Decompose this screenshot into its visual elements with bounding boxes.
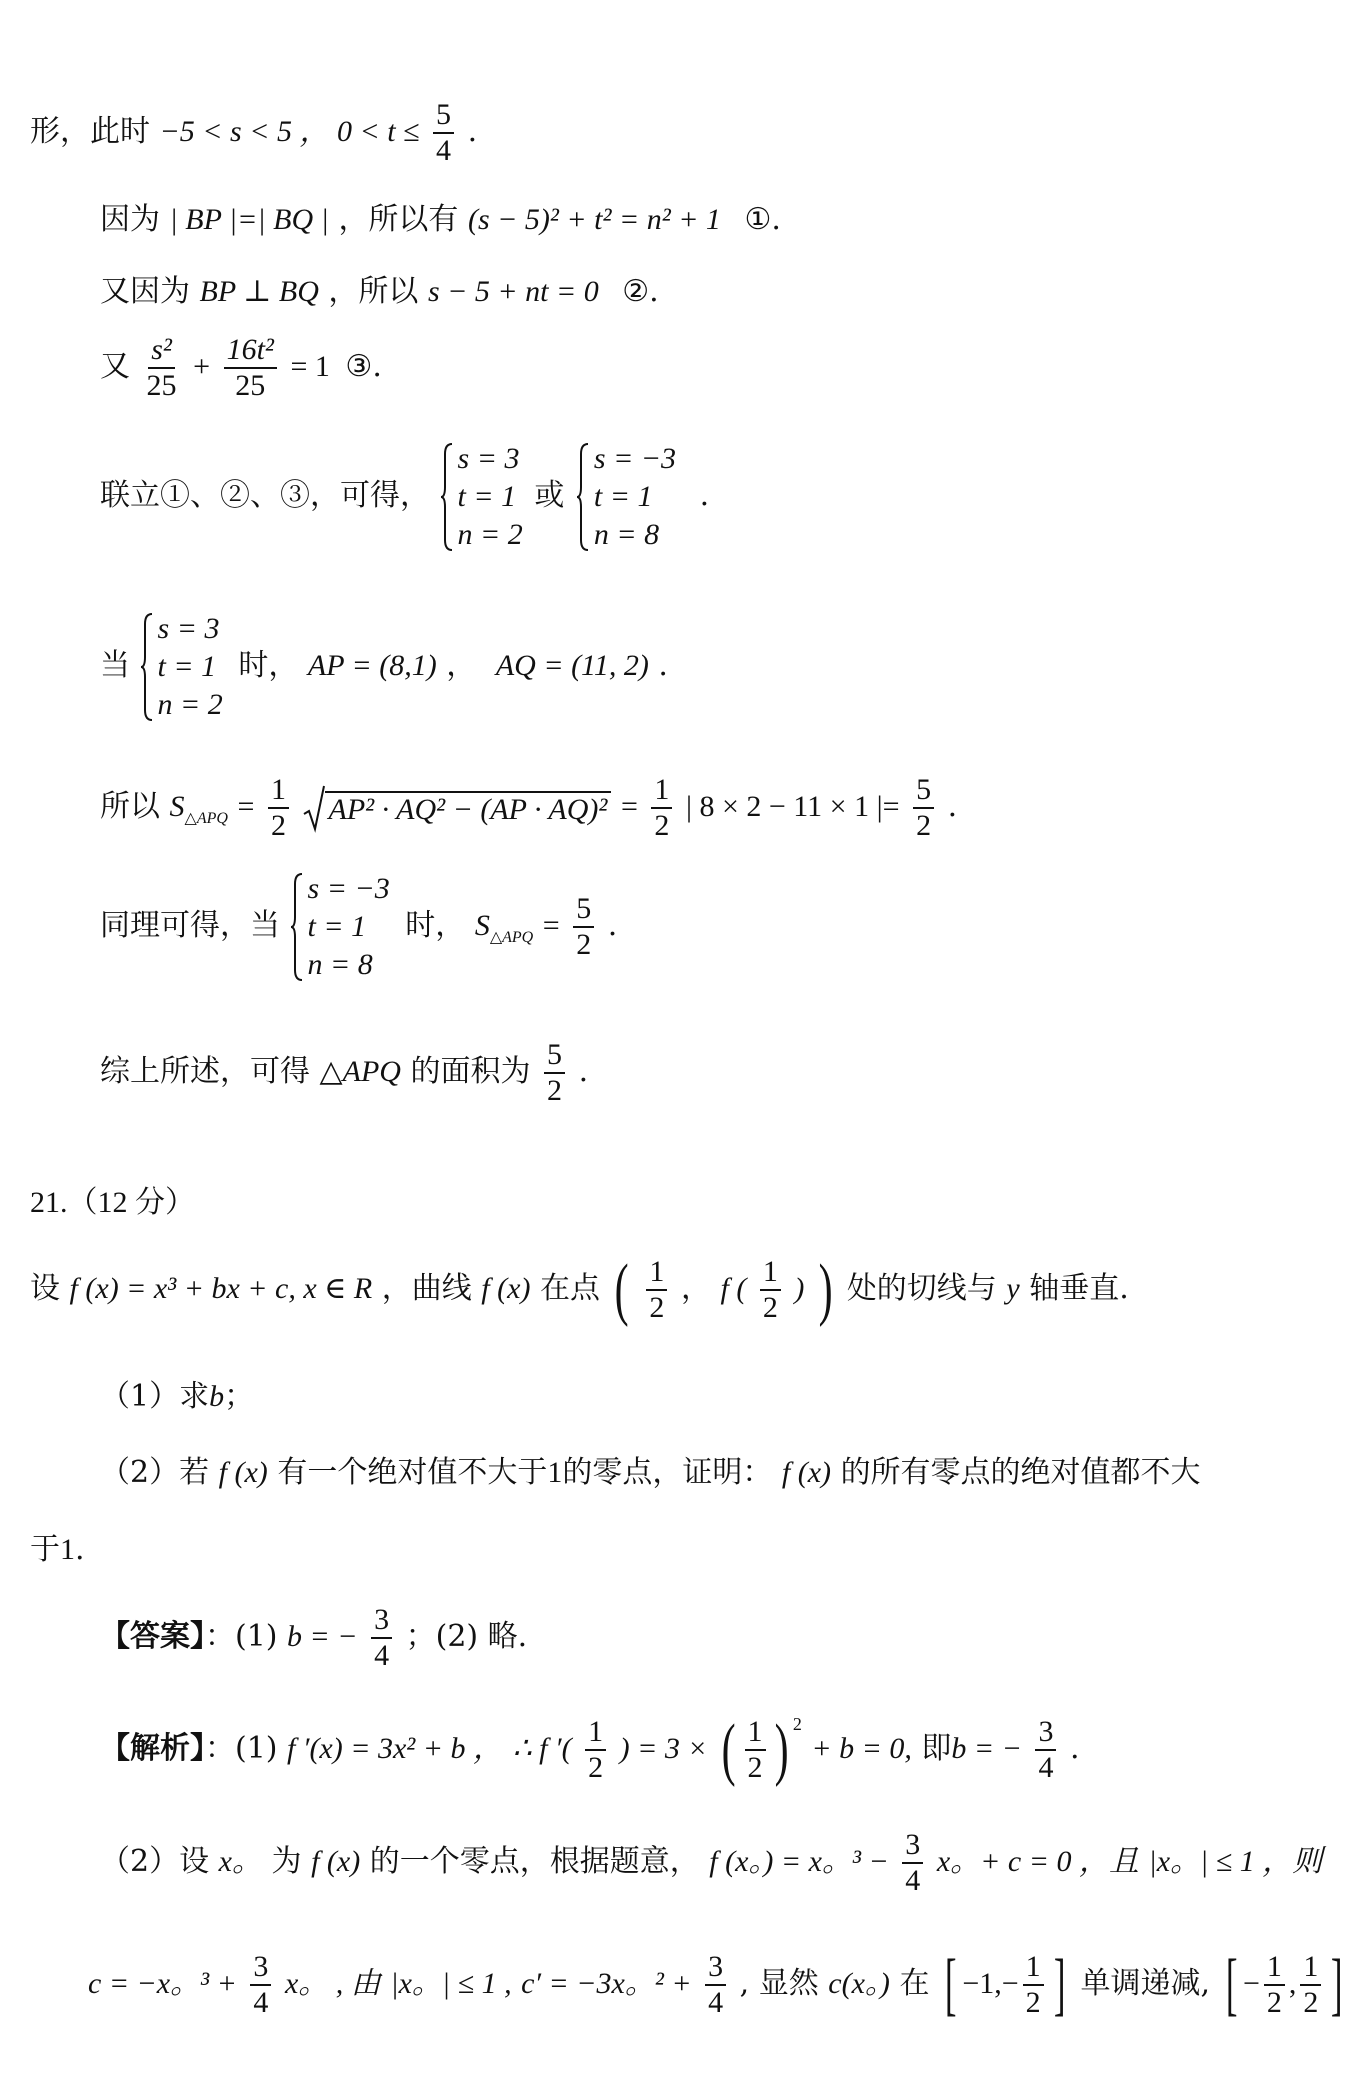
text: 时， bbox=[405, 908, 466, 943]
part-1: （1）求b； bbox=[100, 1379, 255, 1414]
part-2-cont: 于1. bbox=[30, 1532, 85, 1567]
math-expr: △APQ bbox=[319, 1055, 401, 1088]
part-2: （2）若 f (x) 有一个绝对值不大于1的零点，证明： f (x) 的所有零点的绝对值都不大 bbox=[100, 1455, 1201, 1490]
text: 又 bbox=[100, 349, 130, 384]
fraction: $\frac{5}{2}$ bbox=[573, 894, 594, 960]
text: 综上所述，可得 bbox=[100, 1054, 310, 1089]
line-2 bbox=[100, 202, 781, 237]
step-2-line: （2）设 x。 为 f (x) 的一个零点，根据题意， f (x。) = x。³ − $\frac{3}{4}$ x。+ c = 0 ，且 |x。| ≤ 1 ，则 bbox=[100, 1828, 1323, 1897]
math-expr: f (x) bbox=[481, 1272, 531, 1305]
text: ，所以 bbox=[328, 274, 419, 309]
fraction: $\frac{1}{2}$ bbox=[1264, 1952, 1285, 2018]
text: . bbox=[467, 114, 478, 149]
math-expr: AP = (8,1) bbox=[307, 649, 437, 682]
text: 在点 bbox=[539, 1271, 600, 1306]
fraction: $\frac{1}{2}$ bbox=[646, 1257, 667, 1323]
text: ，曲线 bbox=[381, 1271, 472, 1306]
math-expr: −5 < s < 5 ， 0 < t ≤ bbox=[159, 115, 420, 148]
text: . bbox=[947, 789, 958, 824]
text: 所以 bbox=[100, 789, 160, 824]
text: . bbox=[699, 478, 710, 513]
text: 又因为 bbox=[100, 274, 190, 309]
fraction: $\frac{\text{16t²}}{25}$ bbox=[224, 335, 277, 401]
text: 时， bbox=[238, 648, 299, 683]
math-expr: S bbox=[169, 790, 185, 823]
fraction: $\frac{3}{4}$ bbox=[1035, 1717, 1056, 1783]
fraction: $\frac{1}{2}$ bbox=[651, 775, 672, 841]
text: 设 bbox=[30, 1271, 60, 1306]
equation-system: s = 3 t = 1 n = 2 bbox=[440, 440, 523, 554]
text: 的面积为 bbox=[410, 1054, 531, 1089]
equation-system: s = −3 t = 1 n = 8 bbox=[290, 870, 390, 984]
line-6 bbox=[100, 610, 668, 724]
fraction: $\frac{1}{2}$ bbox=[585, 1717, 606, 1783]
fraction: $\frac{3}{4}$ bbox=[705, 1952, 726, 2018]
answer-label: 【答案】 bbox=[100, 1619, 205, 1654]
line-9 bbox=[100, 1040, 588, 1106]
math-expr: AQ = (11, 2) bbox=[495, 649, 649, 682]
fraction: $\frac{5}{2}$ bbox=[544, 1040, 565, 1106]
left-paren: ( bbox=[614, 1251, 629, 1328]
question-21-statement: 设 f (x) = x³ + bx + c, x ∈ R ，曲线 f (x) 在点 ( $\frac{1}{2}$ ， f ( $\frac{1}{2}$ ) ) 处的切线与 y 轴垂直. bbox=[30, 1251, 1129, 1328]
line-5 bbox=[100, 440, 709, 554]
math-expr: | BP |=| BQ | bbox=[169, 203, 329, 236]
fraction: $\frac{1}{2}$ bbox=[745, 1717, 766, 1783]
math-expr: (s − 5)² + t² = n² + 1 bbox=[467, 203, 721, 236]
text: 因为 bbox=[100, 202, 160, 237]
text: 处的切线与 bbox=[846, 1271, 997, 1306]
equation-system: s = −3 t = 1 n = 8 bbox=[576, 440, 676, 554]
text: 或 bbox=[534, 478, 565, 513]
text: ，所以有 bbox=[338, 202, 459, 237]
text: 当 bbox=[100, 648, 130, 683]
math-expr: s − 5 + nt = 0 bbox=[427, 275, 599, 308]
right-paren: ) bbox=[818, 1251, 833, 1328]
analysis-line: 【解析】：(1) f ′(x) = 3x² + b ， ∴ f ′( $\frac{1}{2}$ ) = 3 × ( $\frac{1}{2}$ ) $^2$ + b = 0, 即b = − $\frac{3}{4}$ . bbox=[100, 1711, 1080, 1788]
equation-tag: ③. bbox=[345, 349, 382, 384]
line-3 bbox=[100, 274, 659, 309]
square-root: AP² · AQ² − (AP · AQ)² bbox=[303, 784, 612, 832]
fraction: $\frac{3}{4}$ bbox=[250, 1952, 271, 2018]
fraction: $\frac{5}{2}$ bbox=[913, 775, 934, 841]
fraction: $\frac{3}{4}$ bbox=[902, 1830, 923, 1896]
text: ， bbox=[446, 648, 477, 683]
analysis-label: 【解析】 bbox=[100, 1731, 205, 1766]
text: . bbox=[658, 648, 668, 683]
fraction: $\frac{\text{s²}}{25}$ bbox=[146, 333, 177, 402]
step-3-line: c = −x。³ + $\frac{3}{4}$ x。 , 由 |x。| ≤ 1 , c′ = −3x。² + $\frac{3}{4}$ , 显然 c(x。) 在 [ −1,− $\frac{1}{2}$ ] 单调递减, [ − $\frac{1}{2}$ , $\frac{1}{2}$ ] bbox=[88, 1946, 1343, 2023]
fraction: $\frac{1}{2}$ bbox=[268, 775, 289, 841]
fraction: $\frac{3}{4}$ bbox=[371, 1605, 392, 1671]
math-expr: BP ⊥ BQ bbox=[199, 275, 319, 308]
text: . bbox=[578, 1054, 589, 1089]
text: 形，此时 bbox=[30, 114, 150, 149]
line-1 bbox=[30, 100, 477, 166]
text: 同理可得，当 bbox=[100, 908, 280, 943]
fraction: $\frac{1}{2}$ bbox=[760, 1257, 781, 1323]
equation-system: s = 3 t = 1 n = 2 bbox=[140, 610, 223, 724]
line-8: 同理可得，当 s = −3 t = 1 n = 8 时， $S_{\triangle APQ}$ = $\frac{5}{2}$ . bbox=[100, 870, 617, 984]
equation-tag: ①. bbox=[744, 202, 781, 237]
text: 轴垂直. bbox=[1029, 1271, 1129, 1306]
line-4: 又 $\frac{\text{s²}}{25}$ + $\frac{\text{16t²}}{25}$ = 1 ③. bbox=[100, 333, 382, 402]
fraction: $\frac{1}{2}$ bbox=[1300, 1952, 1321, 2018]
math-expr: f (x) = x³ + bx + c, x ∈ R bbox=[69, 1272, 373, 1305]
math-expr: S bbox=[474, 909, 490, 942]
fraction: $\frac{5}{4}$ bbox=[433, 100, 454, 166]
answer-line: 【答案】：(1) b = − $\frac{3}{4}$ ；(2) 略. bbox=[100, 1603, 528, 1672]
text: . bbox=[607, 908, 618, 943]
line-7: 所以 $S_{\triangle APQ}$ = $\frac{1}{2}$ AP² · AQ² − (AP · AQ)² = $\frac{1}{2}$ | 8 × 2 − 11 × 1 |= $\frac{5}{2}$ . bbox=[100, 773, 958, 842]
equation-tag: ②. bbox=[622, 274, 659, 309]
question-21-title: 21.（12 分） bbox=[30, 1186, 195, 1219]
text: 联立①、②、③，可得， bbox=[100, 478, 430, 513]
fraction: $\frac{1}{2}$ bbox=[1023, 1952, 1044, 2018]
